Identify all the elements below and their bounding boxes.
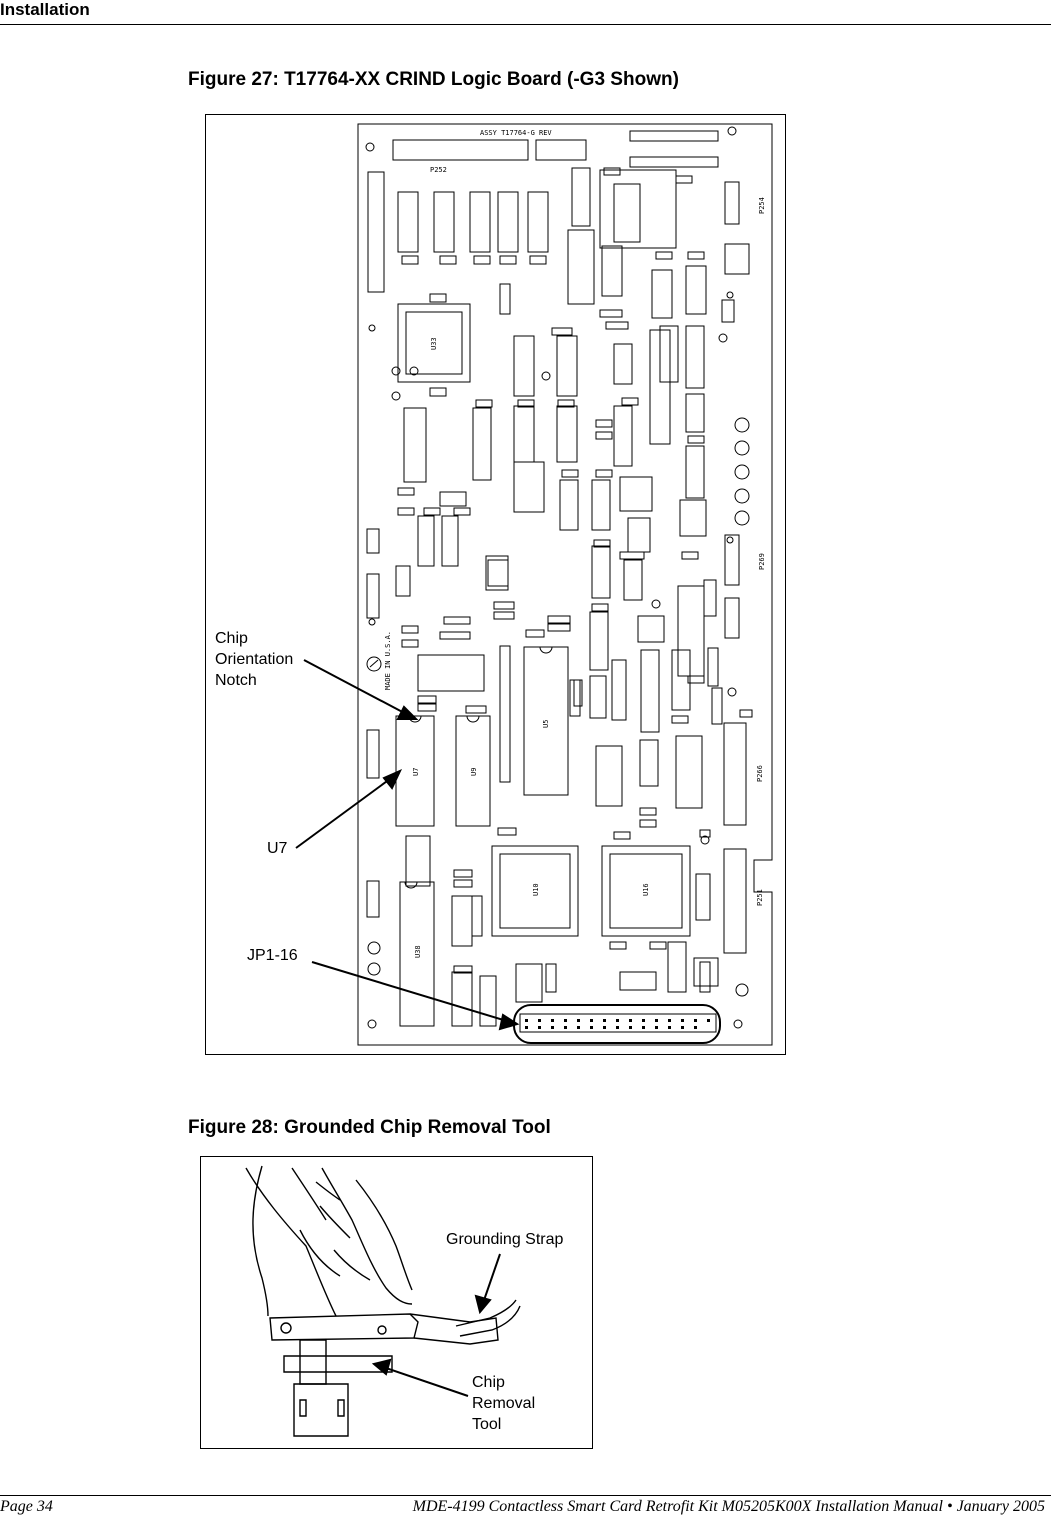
callout-line: Removal	[472, 1395, 536, 1412]
board-u33-label: U33	[430, 337, 438, 350]
board-u7-label: U7	[412, 767, 420, 776]
document-reference: MDE-4199 Contactless Smart Card Retrofit Kit M05205K00X Installation Manual • January 2005	[412, 1498, 1045, 1515]
board-u38-label: U38	[414, 945, 422, 958]
chip-removal-tool-callout	[472, 1372, 535, 1435]
figure-28-caption: Figure 28: Grounded Chip Removal Tool	[188, 1117, 551, 1138]
chip-orientation-notch-callout	[215, 628, 293, 691]
board-p251-label: P251	[756, 889, 764, 906]
board-p252-label: P252	[430, 166, 447, 174]
callout-line: Chip	[215, 630, 248, 647]
board-made-in-label: MADE IN U.S.A.	[384, 630, 392, 690]
board-u10-label: U10	[532, 883, 540, 896]
callout-line: Notch	[215, 672, 257, 689]
page-number: Page 34	[0, 1498, 53, 1515]
board-p254-label: P254	[758, 197, 766, 214]
board-u5-label: U5	[542, 719, 550, 728]
callout-line: Orientation	[215, 651, 294, 668]
board-assy-label: ASSY T17764-G REV	[480, 129, 552, 137]
grounding-strap-callout: Grounding Strap	[446, 1231, 564, 1248]
figure-27-caption: Figure 27: T17764-XX CRIND Logic Board (-G3 Shown)	[188, 69, 679, 90]
board-p269-label: P269	[758, 553, 766, 570]
u7-callout: U7	[267, 840, 288, 857]
footer-rule	[0, 1495, 1051, 1496]
board-u16-label: U16	[642, 883, 650, 896]
section-title: Installation	[0, 0, 90, 19]
callout-line: Chip	[472, 1374, 505, 1391]
board-u9-label: U9	[470, 767, 478, 776]
board-p266-label: P266	[756, 765, 764, 782]
jp1-16-callout: JP1-16	[247, 947, 298, 964]
callout-line: Tool	[472, 1416, 502, 1433]
